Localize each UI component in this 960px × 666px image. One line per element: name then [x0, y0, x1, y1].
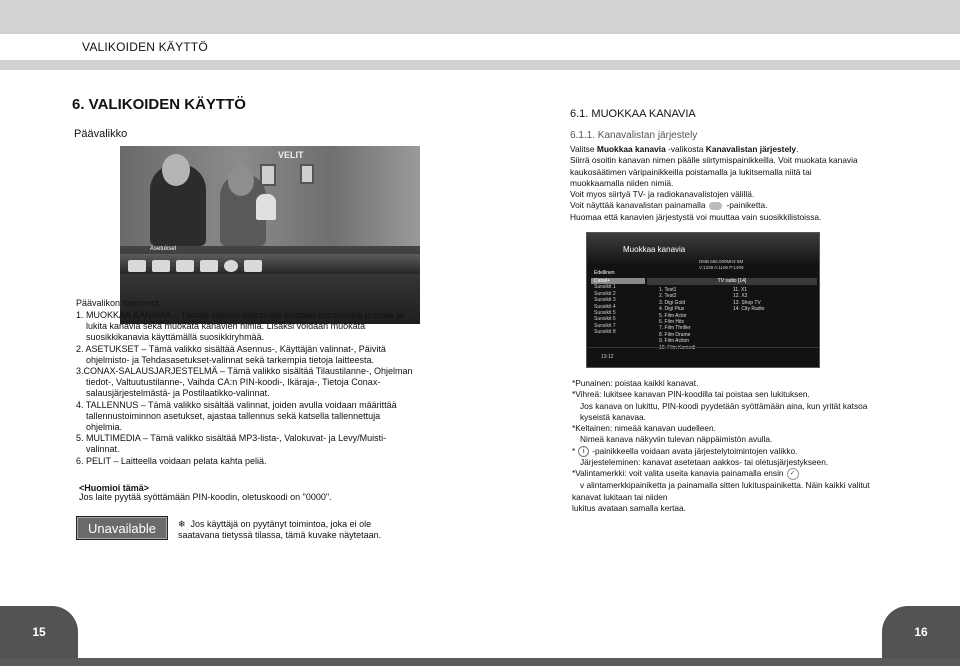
menu-label: Asetukset	[150, 246, 177, 252]
channel-logo: VELIT	[278, 150, 304, 160]
favorite-group-item[interactable]: Suosikit 2	[594, 290, 616, 297]
unavailable-note-text: Jos käyttäjä on pyytänyt toimintoa, joka ei ole saatavana tietyssä tilassa, tämä kuvake näytetaan.	[178, 519, 382, 540]
checkmark-icon: ✓	[787, 468, 799, 480]
menu-tv-icon[interactable]	[128, 260, 146, 272]
top-bar	[0, 0, 960, 34]
channel-item[interactable]: 10. Film Komedi	[659, 344, 696, 351]
function-list-line: 6. PELIT – Laitteella voidaan pelata kahta peliä.	[76, 455, 267, 466]
channel-item[interactable]: 5. Film Actor	[659, 312, 687, 319]
function-list-line: 1. MUOKKAA KANAVIA – Tämän valikon valinnoilla voidaan esimerkiksi poistaa ja	[76, 310, 404, 320]
favorites-list	[591, 278, 645, 336]
intro-line: Siirrä osoitin kanavan nimen päälle siirtymispainikkeilla. Voit muokata kanavia	[570, 155, 858, 166]
legend-line: *Punainen: poistaa kaikki kanavat.	[572, 378, 699, 388]
function-list-line: suosikkikanavia käyttämällä suosikkiryhmää.	[86, 332, 265, 343]
functions-list	[76, 310, 416, 467]
favorite-group-item[interactable]: Suosikit 1	[594, 284, 616, 291]
menu-record-icon[interactable]	[200, 260, 218, 272]
favorite-group-item[interactable]: Suosikit 5	[594, 309, 616, 316]
legend-line: lukitus avataan samalla kertaa.	[572, 502, 686, 513]
favorite-group-item[interactable]: Suosikit 6	[594, 316, 616, 323]
channel-list-col2	[733, 287, 764, 313]
legend-line: *Vihreä: lukitsee kanavan PIN-koodilla tai poistaa sen lukituksen.	[572, 389, 810, 400]
ok-button-icon	[709, 202, 722, 210]
unavailable-note	[178, 519, 398, 540]
function-list-line: valinnat.	[86, 444, 120, 455]
function-list-line: 2. ASETUKSET – Tämä valikko sisältää Asennus-, Käyttäjän valinnat-, Päivitä	[76, 343, 386, 354]
note-title: <Huomioi tämä>	[79, 483, 150, 493]
favorite-group-item[interactable]: Suosikit 3	[594, 297, 616, 304]
menu-games-icon[interactable]	[244, 260, 262, 272]
header-rule	[0, 60, 960, 70]
intro-line: kaukosäätimen väripainikkeilla poistamalla ja lukitsemalla niitä tai	[570, 166, 812, 177]
subsection-heading: Päävalikko	[74, 128, 128, 140]
footer-band	[0, 658, 960, 666]
function-list-line: lukita kanavia sekä muokata kanavien nimiä. Lisäksi voidaan muokata	[86, 321, 366, 332]
person-head	[228, 166, 254, 196]
page-number-right: 16	[882, 606, 960, 658]
channel-item[interactable]: 2. Test2	[659, 293, 677, 300]
signal-info-line: DMB 666.000MHz 8M	[699, 259, 744, 264]
legend-line: Järjesteleminen: kanavat asetetaan aakkos- tai oletusjärjestykseen.	[580, 457, 829, 468]
unavailable-badge: Unavailable	[76, 516, 168, 540]
channel-list-sort-heading: 6.1.1. Kanavalistan järjestely	[570, 130, 698, 141]
function-list-line: 4. TALLENNUS – Tämä valikko sisältää valinnat, joiden avulla voidaan määrittää	[76, 399, 397, 410]
legend-line: Jos kanava on lukittu, PIN-koodi pyydetään syöttämään aina, kun yrität katsoa	[580, 400, 868, 411]
legend-line: Nimeä kanava näkyviin tulevan näppäimistön avulla.	[580, 434, 773, 445]
legend-line: * i -painikkeella voidaan avata järjestelytoimintojen valikko.	[572, 445, 798, 456]
intro-line: Voit myos siirtyä TV- ja radiokanavalistojen välillä.	[570, 189, 755, 200]
color-button-legend	[572, 378, 912, 514]
functions-title: Päävalikon toiminnot	[76, 298, 160, 308]
screen-footer	[587, 344, 820, 367]
intro-line: Valitse Muokkaa kanavia -valikosta Kanavalistan järjestely.	[570, 144, 799, 154]
channel-item[interactable]: 14. City Radio	[733, 306, 765, 313]
function-list-line: 5. MULTIMEDIA – Tämä valikko sisältää MP3-lista-, Valokuvat- ja Levy/Muisti-	[76, 433, 387, 444]
intro-line: Huomaa että kanavien järjestystä voi muuttaa vain suosikkilistoissa.	[570, 211, 822, 222]
wall-frame	[300, 164, 314, 184]
snowflake-icon: ❄	[178, 519, 186, 529]
function-list-line: ohjelmisto- ja Tehdasasetukset-valinnat sekä tarkempia tietoja laitteesta.	[86, 354, 374, 365]
favorite-group-item[interactable]: Suosikit 4	[594, 303, 616, 310]
channel-item[interactable]: 11. X1	[733, 287, 748, 293]
clock: 13:12	[601, 354, 614, 360]
favorite-group-item[interactable]: Suosikit 8	[594, 329, 616, 336]
channel-item[interactable]: 7. Film Thriller	[659, 325, 691, 332]
function-list-line: tallennustoiminnon asetukset, ajastaa tallennus sekä katsella tallennettuja	[86, 410, 381, 421]
screen-title: Muokkaa kanavia	[623, 245, 686, 254]
menu-multimedia-icon[interactable]	[224, 260, 238, 272]
signal-info	[699, 259, 744, 271]
tv-list-header: TV radio [14]	[647, 278, 817, 285]
intro-text	[570, 144, 910, 223]
channel-item[interactable]: 6. Film Hits	[659, 318, 684, 325]
edit-channels-heading: 6.1. MUOKKAA KANAVIA	[570, 108, 696, 120]
previous-button[interactable]: Edellinen	[594, 270, 615, 276]
channel-item[interactable]: 8. Film Drame	[659, 331, 691, 338]
channel-item[interactable]: 12. X2	[733, 293, 748, 300]
person-head	[162, 154, 190, 186]
legend-line: kanavat lukitaan tai niiden	[572, 491, 668, 502]
note-text: Jos laite pyytää syöttämään PIN-koodin, oletuskoodi on "0000".	[79, 492, 332, 502]
page-number-left: 15	[0, 606, 78, 658]
main-menu-screenshot	[120, 146, 420, 324]
function-list-line: tiedot-, Valtuutustilanne-, Vaihda CA:n PIN-koodi-, Ikäraja-, Tietoja Conax-	[86, 377, 381, 388]
legend-line: kyseistä kanavaa.	[580, 411, 646, 422]
legend-line: v alintamerkkipainiketta ja painamalla sitten lukituspainiketta. Näin kaikki valitut	[580, 480, 870, 491]
function-list-line: 3.CONAX-SALAUSJARJESTELMÄ – Tämä valikko sisältää Tilaustilanne-, Ohjelman	[76, 366, 413, 377]
intro-line: muokkaamalla niiden nimiä.	[570, 177, 674, 188]
menu-settings-icon[interactable]	[152, 260, 170, 272]
favorite-group-item[interactable]: Suosikit 7	[594, 322, 616, 329]
channel-list-col1	[659, 287, 695, 351]
channel-item[interactable]: 4. Digi Plus	[659, 306, 685, 313]
function-list-line: ohjelmia.	[86, 422, 123, 433]
header-title: VALIKOIDEN KÄYTTÖ	[82, 40, 208, 54]
signal-info-line: V:1339 A:1106 P:1409	[699, 265, 744, 270]
info-button-icon: i	[578, 446, 589, 457]
intro-line: Voit näyttää kanavalistan painamalla -painiketta.	[570, 200, 768, 211]
legend-line: *Valintamerkki: voit valita useita kanavia painamalla ensin ✓	[572, 468, 912, 480]
wall-frame	[260, 164, 276, 186]
favorite-group-item[interactable]: Canal+	[591, 278, 645, 284]
lamp	[256, 194, 276, 220]
channel-item[interactable]: 1. Test1	[659, 287, 677, 293]
channel-item[interactable]: 13. Shop TV	[733, 299, 761, 306]
section-heading: 6. VALIKOIDEN KÄYTTÖ	[72, 96, 246, 113]
function-list-line: salausjärjestelmästä- ja Postilaatikko-valinnat.	[86, 388, 270, 399]
menu-conax-icon[interactable]	[176, 260, 194, 272]
channel-item[interactable]: 3. Digi Gold	[659, 299, 686, 306]
legend-line: *Keltainen: nimeää kanavan uudelleen.	[572, 423, 716, 434]
edit-channels-screenshot	[586, 232, 820, 368]
channel-item[interactable]: 9. Film Action	[659, 338, 690, 345]
